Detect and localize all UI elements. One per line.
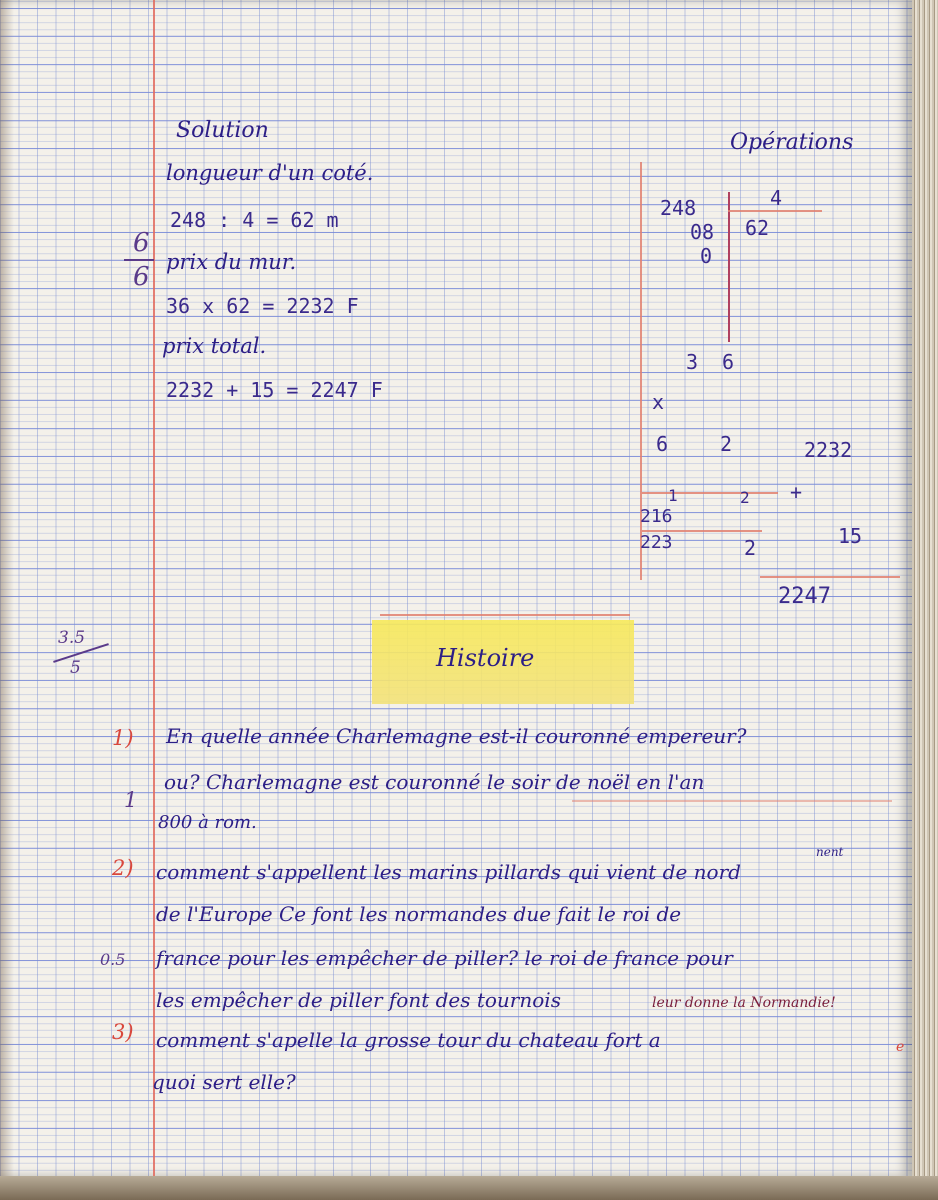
answer1-line1: ou? Charlemagne est couronné le soir de noël en l'an (164, 770, 705, 794)
question3-number: 3) (112, 1020, 134, 1044)
answer1-underline (572, 800, 892, 802)
solution-grade-bar (124, 259, 154, 261)
question3-line2: quoi sert elle? (152, 1070, 296, 1094)
addition-total: 2247 (778, 584, 831, 609)
histoire-title: Histoire (436, 644, 535, 672)
division-step1: 08 (690, 220, 715, 244)
question2-line4: les empêcher de piller font des tournois (156, 988, 561, 1012)
solution-line1-label: longueur d'un coté. (166, 161, 374, 185)
solution-line2-calc: 36 x 62 = 2232 F (166, 294, 359, 318)
multiplication-b: 6 (722, 350, 735, 374)
question2-number: 2) (112, 856, 134, 880)
question1-number: 1) (112, 726, 134, 750)
multiplication-sign: x (652, 390, 665, 414)
page-binding-shadow (0, 0, 14, 1176)
answer1-grade: 1 (124, 788, 138, 812)
multiplication-a: 3 (686, 350, 699, 374)
addition-term2: 15 (838, 524, 863, 548)
histoire-grade-top: 3.5 (58, 628, 86, 648)
division-horizontal-bar (728, 210, 822, 212)
answer2-grade: 0.5 (100, 950, 126, 969)
multiplication-partial1: 216 (640, 506, 673, 527)
division-vertical-bar (728, 192, 730, 342)
question2-insert: nent (816, 845, 844, 859)
multiplication-carry1: 1 (668, 486, 678, 505)
addition-term1: 2232 (804, 438, 853, 462)
question2-line1: comment s'appellent les marins pillards qui vient de nord (156, 860, 741, 884)
margin-line (153, 0, 155, 1176)
division-remainder: 0 (700, 244, 713, 268)
solution-line3-calc: 2232 + 15 = 2247 F (166, 378, 383, 402)
solution-line1-calc: 248 : 4 = 62 m (170, 208, 339, 232)
solution-grade-top: 6 (133, 228, 150, 258)
multiplication-rule (642, 492, 778, 494)
solution-line2-label: prix du mur. (166, 250, 297, 274)
division-divisor: 4 (770, 186, 783, 210)
solution-heading: Solution (176, 118, 269, 143)
multiplication-c: 6 (656, 432, 669, 456)
histoire-grade-bottom: 5 (70, 658, 81, 678)
question2-correction: leur donne la Normandie! (652, 995, 836, 1011)
operations-heading: Opérations (730, 130, 854, 155)
page-stack-edge (912, 0, 938, 1200)
notebook-bottom-edge (0, 1176, 938, 1200)
addition-rule (760, 576, 900, 578)
multiplication-carry2: 2 (740, 488, 750, 507)
solution-line3-label: prix total. (162, 334, 267, 358)
histoire-top-rule (380, 614, 630, 616)
division-quotient: 62 (745, 216, 770, 240)
answer1-line2: 800 à rom. (158, 812, 257, 833)
margin-mark: e (896, 1039, 905, 1055)
question2-line2: de l'Europe Ce font les normandes due fait le roi de (156, 902, 682, 926)
multiplication-partial2-tail: 2 (744, 536, 757, 560)
division-dividend: 248 (660, 196, 697, 220)
question1-text: En quelle année Charlemagne est-il couronné empereur? (166, 724, 747, 748)
multiplication-partial2: 223 (640, 532, 673, 553)
addition-sign: + (790, 480, 803, 504)
question3-line1: comment s'apelle la grosse tour du chateau fort a (156, 1028, 661, 1052)
solution-grade-bottom: 6 (133, 262, 150, 292)
multiplication-d: 2 (720, 432, 733, 456)
question2-line3: france pour les empêcher de piller? le roi de france pour (156, 946, 733, 970)
